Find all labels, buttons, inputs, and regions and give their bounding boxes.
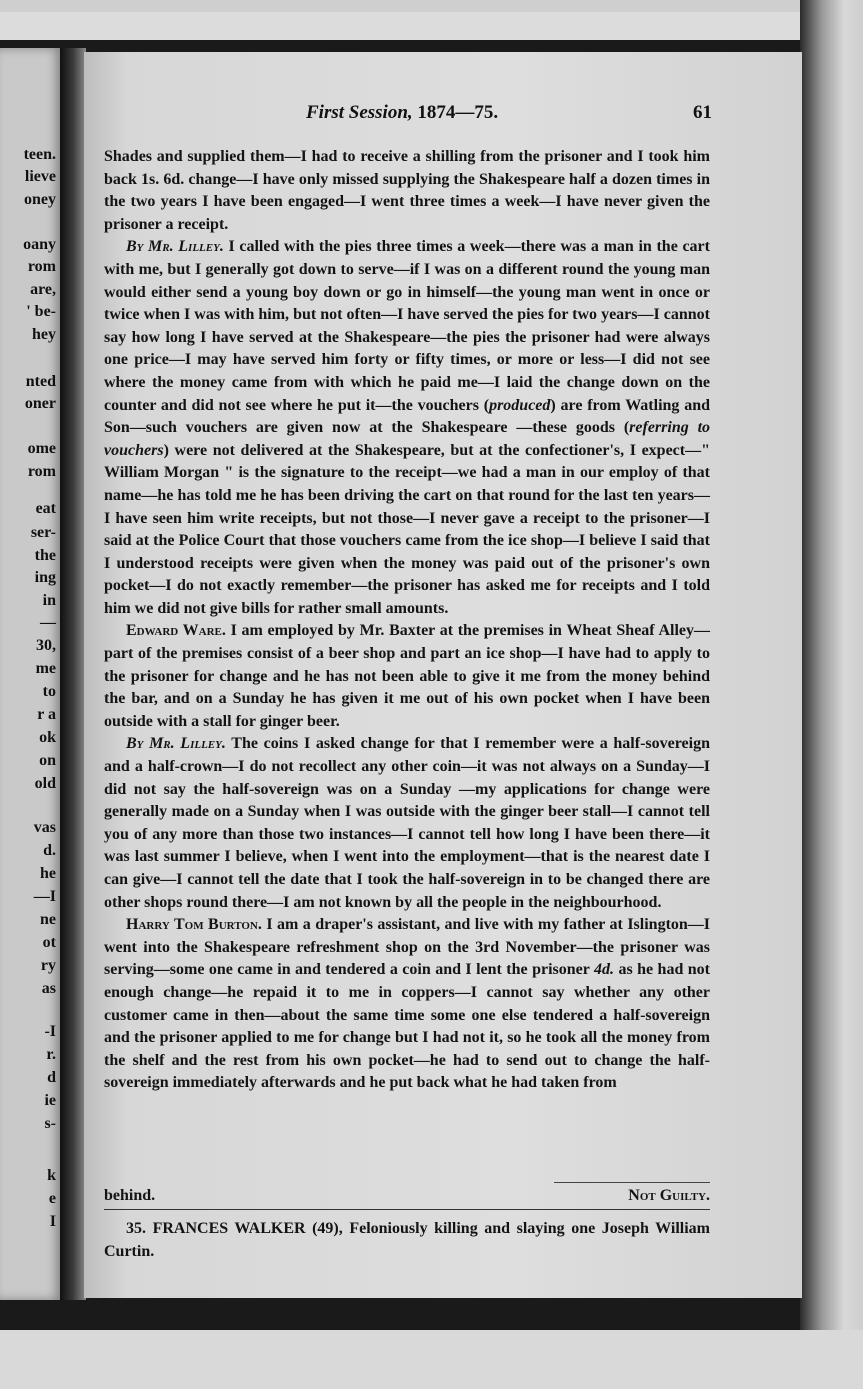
facing-page-fragment: in [42,592,56,609]
facing-page-fragment: eat [35,500,56,517]
case-description: FRANCES WALKER (49), Feloniously killing and slaying one Joseph William Curtin. [104,1220,711,1260]
examiner-label: By Mr. Lilley. [126,238,224,256]
facing-page-fragment: d. [43,842,56,859]
facing-page-fragment: oner [24,395,56,412]
facing-page-fragment: to [42,683,56,700]
scan-background-bottom [0,1330,863,1389]
facing-page-fragment: ot [42,934,56,951]
facing-page-fragment: hey [32,326,56,343]
facing-page-fragment: ' be- [26,303,56,320]
facing-page-fragment: k [47,1167,56,1184]
facing-page-fragment: e [48,1190,56,1207]
facing-page-fragment: — [40,614,56,631]
facing-page-fragment: -I [44,1023,56,1040]
session-label: First Session, [306,102,413,123]
examiner-label-2: By Mr. Lilley. [126,735,226,753]
facing-page-fragment: 30, [36,637,56,654]
paragraph-4 [104,733,710,914]
facing-page-fragment: ie [44,1092,56,1109]
document-page [84,52,802,1298]
facing-page-fragment: I [49,1213,56,1230]
facing-page-fragment: on [39,752,56,769]
book-spine [60,48,86,1300]
facing-page-fragment: s- [44,1115,56,1132]
paragraph-5-text-b: as he had not enough change—he repaid it to me in coppers—I cannot say whether any other customer came in then—about the same time some one else tendered a half-sovereign and the prisoner applied to me for change but I had not it, so he took all the money from the shelf and the rest from his own pocket—he had to send out to change the half-sovereign immediately afterwards and he put back what he had taken from [104,961,711,1092]
paragraph-3-text: I am employed by Mr. Baxter at the premises in Wheat Sheaf Alley—part of the premises consist of a beer shop and part an ice shop—I have had to apply to the prisoner for change and he has not been able to give it me from the money behind the bar, and on a Sunday he has given it me out of his own pocket when I have been outside with a stall for ginger beer. [104,622,711,730]
paragraph-3 [104,620,710,733]
facing-page-fragment: he [40,865,56,882]
paragraph-4-text: The coins I asked change for that I remember were a half-sovereign and a half-crown—I do not recollect any other coin—it was not always on a Sunday—I did not say the half-sovereign was on a Sunday —my applications for change were generally made on a Sunday when I was outside with the ginger beer stall—I cannot tell you of any more than those two instances—I cannot tell how long I have been there—it was last summer I believe, when I went into the employment—that is the nearest date I can give—I cannot tell the date that I took the half-sovereign in to be changed there are other shops round there—I am not known by all the people in the neighbourhood. [104,735,710,911]
next-case-heading [104,1218,710,1263]
verdict-line [104,1187,710,1209]
facing-page-fragment: ing [34,569,56,586]
facing-page-fragment: oany [23,236,56,253]
running-header [84,102,802,136]
paragraph-5 [104,914,710,1095]
page-number: 61 [693,102,712,123]
referring-italic: referring to vouchers [104,419,711,459]
testimony-text [104,146,710,1095]
witness-label-ware: Edward Ware. [126,622,226,640]
produced-italic: produced [489,396,551,414]
amount-italic: 4d. [594,961,614,979]
facing-page-fragment: r. [46,1046,56,1063]
facing-page-fragment: old [34,775,56,792]
facing-page-fragment: r a [37,706,56,723]
facing-page-fragment: are, [30,281,56,298]
paragraph-5-text-a: I am a draper's assistant, and live with my father at Islington—I went into the Shakespeare refreshment shop on the 3rd November—the prisoner was serving—some one came in and tendered a coin and I lent the prisoner [104,916,711,979]
facing-page-fragment: d [47,1069,56,1086]
facing-page-fragment: ok [39,729,56,746]
facing-page-fragment: ry [40,957,56,974]
facing-page-fragment: the [34,547,56,564]
case-number: 35. [126,1220,146,1237]
paragraph-2-text-a: I called with the pies three times a week—there was a man in the cart with me, but I generally got down to serve—if I was on a different round the young man would either send a young boy down or go in himself—the young man went in once or twice when I was with him, but not often—I have served the pies for two years—I cannot say how long I have served at the Shakespeare—the pies the prisoner had were always one price—I may have served him forty or fifty times, or more or less—I did not see where the money came from with which he paid me—I laid the change down on the counter and did not see where he put it—the vouchers ( [104,238,710,414]
verdict-rule-upper [554,1182,710,1183]
facing-page-left [0,48,62,1300]
facing-page-fragment: rom [27,463,56,480]
facing-page-fragment: vas [33,819,56,836]
scan-background-right [800,0,863,1389]
facing-page-fragment: ser- [30,524,56,541]
facing-page-fragment: oney [24,191,56,208]
section-divider [104,1209,710,1210]
paragraph-2-text-c: ) were not delivered at the Shakespeare, but at the confectioner's, I expect—" William Morgan " is the signature to the receipt—we had a man in our employ of that name—he has told me he has been driving the cart on that round for the last ten years—I have seen him write receipts, but not those—I never gave a receipt to the prisoner—I said at the Police Court that those vouchers came from the ice shop—I believe I said that I understood receipts were given when the money was paid out of the prisoner's own pocket—I do not exactly remember—the prisoner has asked me for receipts and I told him we did not give bills for rather small amounts. [104,441,710,617]
paragraph-1-text: Shades and supplied them—I had to receive a shilling from the prisoner and I took him back 1s. 6d. change—I have only missed supplying the Shakespeare half a dozen times in the two years I have been engaged—I went three times a week—I have never given the prisoner a receipt. [104,148,710,233]
witness-label-burton: Harry Tom Burton. [126,916,262,934]
paragraph-1 [104,146,710,236]
facing-page-fragment: me [35,660,56,677]
facing-page-fragment: teen. [23,146,56,163]
scan-edge-top [0,0,863,12]
facing-page-fragment: nted [25,373,56,390]
facing-page-fragment: lieve [24,168,56,185]
session-title [306,102,498,124]
paragraph-2-text-b: ) are from Watling and Son—such vouchers are given now at the Shakespeare —these goods ( [104,396,711,437]
session-years: 1874—75. [417,102,499,123]
facing-page-fragment: as [41,980,56,997]
verdict-result: Not Guilty. [628,1187,710,1204]
facing-page-fragment: —I [33,888,56,905]
facing-page-fragment: ne [40,911,56,928]
verdict-last-word: behind. [104,1187,156,1204]
facing-page-fragment: ome [27,440,56,457]
facing-page-fragment: rom [27,258,56,275]
paragraph-2 [104,236,710,620]
